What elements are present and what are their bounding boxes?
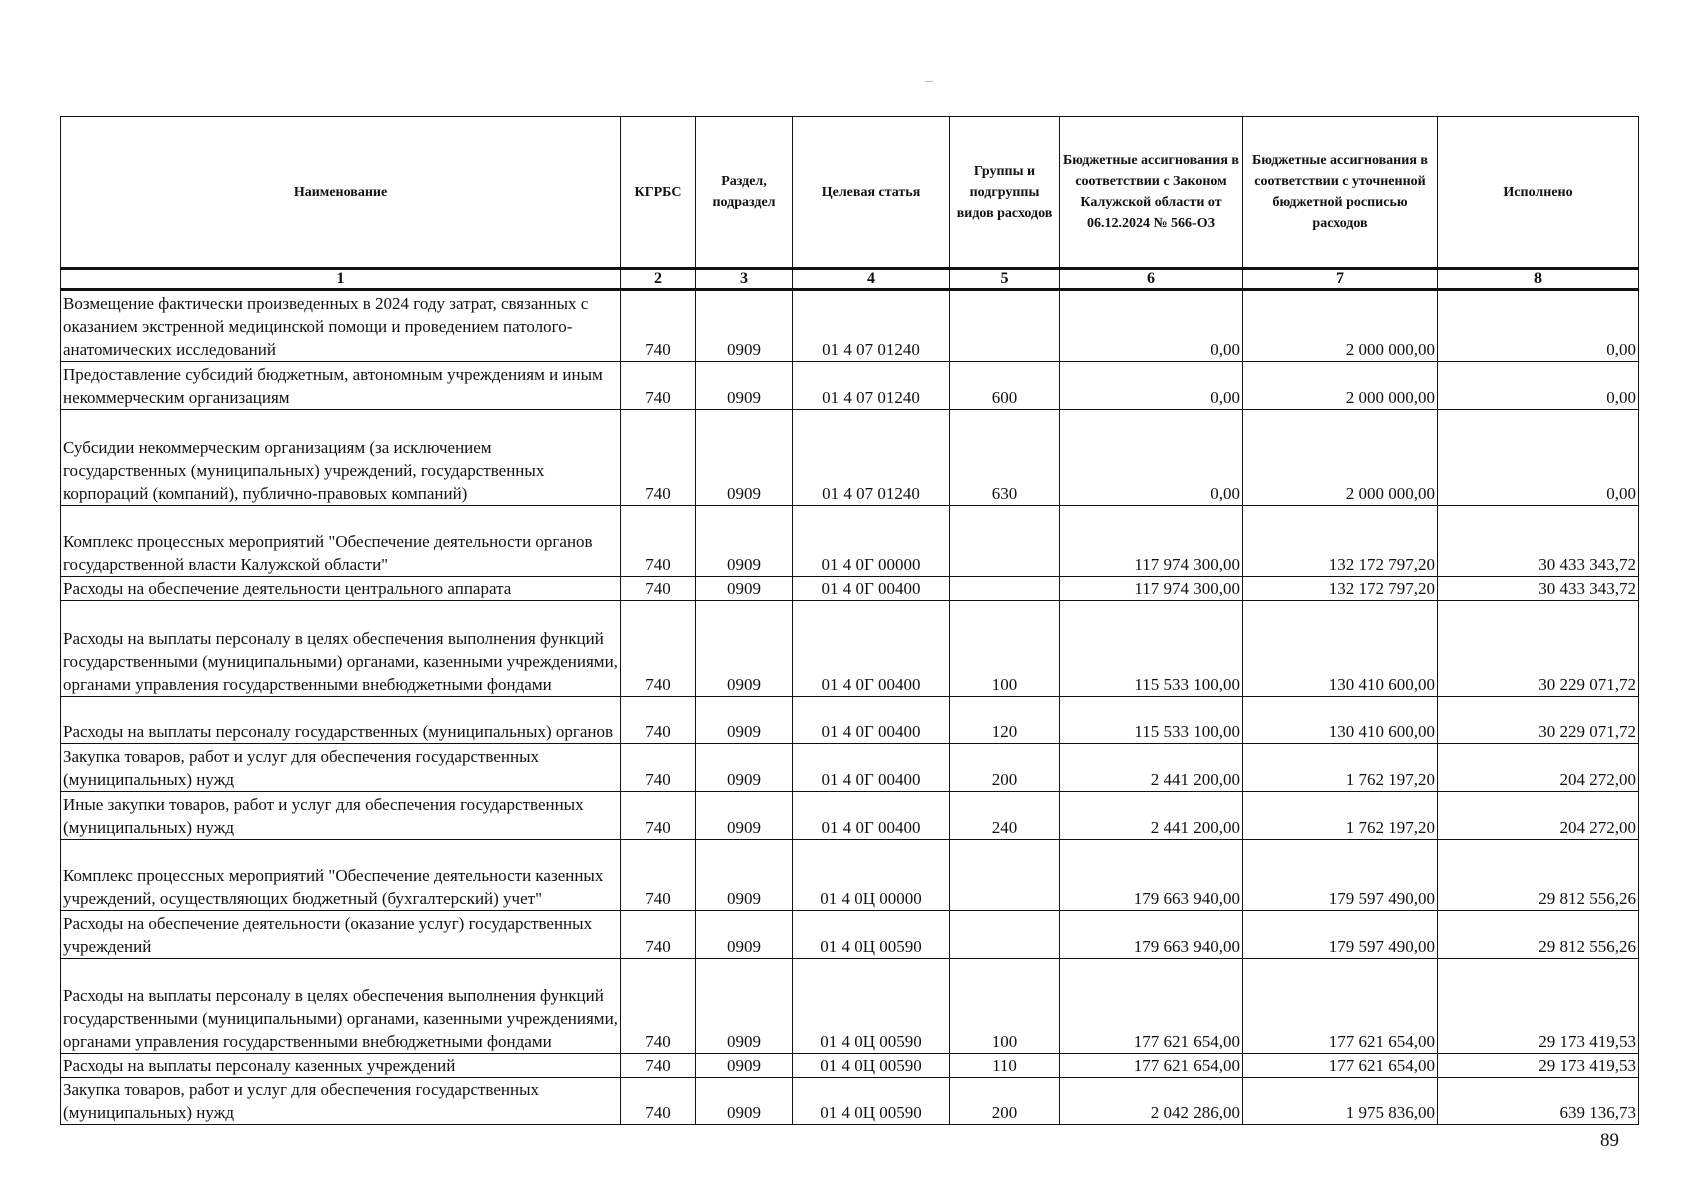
row-law-amount: 2 441 200,00: [1060, 792, 1243, 840]
header-article: Целевая статья: [793, 117, 950, 269]
table-row: [61, 601, 1639, 697]
column-number: 2: [621, 269, 696, 290]
row-law-amount: 0,00: [1060, 410, 1243, 506]
row-article: 01 4 0Ц 00590: [793, 1078, 950, 1125]
header-executed: Исполнено: [1438, 117, 1639, 269]
row-revised-amount: 2 000 000,00: [1243, 410, 1438, 506]
table-row: [61, 959, 1639, 1054]
row-section: 0909: [696, 290, 793, 362]
row-revised-amount: 132 172 797,20: [1243, 577, 1438, 601]
table-row: [61, 911, 1639, 959]
row-law-amount: 0,00: [1060, 362, 1243, 410]
row-revised-amount: 1 975 836,00: [1243, 1078, 1438, 1125]
row-name: Расходы на выплаты персоналу в целях обеспечения выполнения функций государственными (муниципальными) органами, казенными учреждениями, органами управления государственными внебюджетными фондами: [61, 601, 621, 697]
header-row: [61, 117, 1639, 269]
row-name: Субсидии некоммерческим организациям (за исключением государственных (муниципальных) учреждений, государственных корпораций (компаний), публично-правовых компаний): [61, 410, 621, 506]
row-group: [950, 577, 1060, 601]
row-section: 0909: [696, 697, 793, 744]
row-law-amount: 0,00: [1060, 290, 1243, 362]
row-law-amount: 2 441 200,00: [1060, 744, 1243, 792]
row-section: 0909: [696, 959, 793, 1054]
row-kgrbs: 740: [621, 792, 696, 840]
row-executed-amount: 29 173 419,53: [1438, 959, 1639, 1054]
row-revised-amount: 1 762 197,20: [1243, 744, 1438, 792]
budget-table: [60, 116, 1639, 1125]
table-row: [61, 410, 1639, 506]
row-revised-amount: 130 410 600,00: [1243, 601, 1438, 697]
row-group: 100: [950, 601, 1060, 697]
row-revised-amount: 179 597 490,00: [1243, 840, 1438, 911]
row-kgrbs: 740: [621, 840, 696, 911]
table-row: [61, 792, 1639, 840]
row-law-amount: 115 533 100,00: [1060, 601, 1243, 697]
row-section: 0909: [696, 506, 793, 577]
header-group: Группы и подгруппы видов расходов: [950, 117, 1060, 269]
row-section: 0909: [696, 1054, 793, 1078]
row-law-amount: 117 974 300,00: [1060, 506, 1243, 577]
header-section: Раздел, подраздел: [696, 117, 793, 269]
row-group: 630: [950, 410, 1060, 506]
row-article: 01 4 0Г 00400: [793, 744, 950, 792]
row-executed-amount: 29 812 556,26: [1438, 911, 1639, 959]
table-row: [61, 362, 1639, 410]
row-name: Закупка товаров, работ и услуг для обеспечения государственных (муниципальных) нужд: [61, 744, 621, 792]
table-row: [61, 577, 1639, 601]
row-executed-amount: 0,00: [1438, 290, 1639, 362]
row-section: 0909: [696, 744, 793, 792]
row-kgrbs: 740: [621, 1054, 696, 1078]
row-group: 100: [950, 959, 1060, 1054]
row-kgrbs: 740: [621, 506, 696, 577]
row-article: 01 4 0Ц 00000: [793, 840, 950, 911]
column-number: 3: [696, 269, 793, 290]
column-number: 5: [950, 269, 1060, 290]
row-executed-amount: 29 173 419,53: [1438, 1054, 1639, 1078]
row-group: 200: [950, 1078, 1060, 1125]
row-group: [950, 840, 1060, 911]
row-kgrbs: 740: [621, 697, 696, 744]
row-name: Иные закупки товаров, работ и услуг для обеспечения государственных (муниципальных) нужд: [61, 792, 621, 840]
row-revised-amount: 179 597 490,00: [1243, 911, 1438, 959]
table-row: [61, 290, 1639, 362]
table-row: [61, 1078, 1639, 1125]
row-kgrbs: 740: [621, 911, 696, 959]
row-article: 01 4 0Г 00400: [793, 601, 950, 697]
table-row: [61, 506, 1639, 577]
row-article: 01 4 0Ц 00590: [793, 1054, 950, 1078]
row-revised-amount: 177 621 654,00: [1243, 959, 1438, 1054]
row-law-amount: 177 621 654,00: [1060, 1054, 1243, 1078]
row-executed-amount: 204 272,00: [1438, 792, 1639, 840]
row-group: 120: [950, 697, 1060, 744]
row-name: Расходы на выплаты персоналу казенных учреждений: [61, 1054, 621, 1078]
column-number: 6: [1060, 269, 1243, 290]
row-group: 240: [950, 792, 1060, 840]
header-law-allocation: Бюджетные ассигнования в соответствии с Законом Калужской области от 06.12.2024 № 566-ОЗ: [1060, 117, 1243, 269]
row-name: Предоставление субсидий бюджетным, автономным учреждениям и иным некоммерческим организациям: [61, 362, 621, 410]
row-section: 0909: [696, 1078, 793, 1125]
row-executed-amount: 30 229 071,72: [1438, 601, 1639, 697]
row-group: 110: [950, 1054, 1060, 1078]
row-section: 0909: [696, 577, 793, 601]
row-section: 0909: [696, 840, 793, 911]
column-number: 1: [61, 269, 621, 290]
table-row: [61, 744, 1639, 792]
row-kgrbs: 740: [621, 1078, 696, 1125]
row-executed-amount: 29 812 556,26: [1438, 840, 1639, 911]
row-group: [950, 290, 1060, 362]
row-article: 01 4 0Г 00400: [793, 697, 950, 744]
row-article: 01 4 0Г 00400: [793, 577, 950, 601]
row-executed-amount: 204 272,00: [1438, 744, 1639, 792]
header-name: Наименование: [61, 117, 621, 269]
row-section: 0909: [696, 911, 793, 959]
row-article: 01 4 0Ц 00590: [793, 911, 950, 959]
row-kgrbs: 740: [621, 290, 696, 362]
row-law-amount: 179 663 940,00: [1060, 840, 1243, 911]
row-kgrbs: 740: [621, 959, 696, 1054]
row-name: Расходы на обеспечение деятельности (оказание услуг) государственных учреждений: [61, 911, 621, 959]
header-kgrbs: КГРБС: [621, 117, 696, 269]
row-revised-amount: 130 410 600,00: [1243, 697, 1438, 744]
row-article: 01 4 0Г 00400: [793, 792, 950, 840]
row-executed-amount: 30 229 071,72: [1438, 697, 1639, 744]
row-law-amount: 179 663 940,00: [1060, 911, 1243, 959]
row-article: 01 4 07 01240: [793, 290, 950, 362]
row-group: [950, 911, 1060, 959]
row-kgrbs: 740: [621, 577, 696, 601]
row-law-amount: 177 621 654,00: [1060, 959, 1243, 1054]
row-group: [950, 506, 1060, 577]
row-name: Расходы на выплаты персоналу в целях обеспечения выполнения функций государственными (муниципальными) органами, казенными учреждениями, органами управления государственными внебюджетными фондами: [61, 959, 621, 1054]
row-section: 0909: [696, 362, 793, 410]
row-executed-amount: 0,00: [1438, 362, 1639, 410]
row-law-amount: 115 533 100,00: [1060, 697, 1243, 744]
row-article: 01 4 07 01240: [793, 410, 950, 506]
row-revised-amount: 2 000 000,00: [1243, 290, 1438, 362]
page-number: 89: [1600, 1130, 1619, 1151]
row-kgrbs: 740: [621, 601, 696, 697]
header-revised-allocation: Бюджетные ассигнования в соответствии с уточненной бюджетной росписью расходов: [1243, 117, 1438, 269]
row-revised-amount: 2 000 000,00: [1243, 362, 1438, 410]
row-article: 01 4 0Г 00000: [793, 506, 950, 577]
row-article: 01 4 07 01240: [793, 362, 950, 410]
column-number-row: [61, 269, 1639, 290]
table-row: [61, 1054, 1639, 1078]
row-section: 0909: [696, 792, 793, 840]
row-name: Расходы на обеспечение деятельности центрального аппарата: [61, 577, 621, 601]
row-name: Расходы на выплаты персоналу государственных (муниципальных) органов: [61, 697, 621, 744]
table-row: [61, 697, 1639, 744]
row-section: 0909: [696, 601, 793, 697]
row-kgrbs: 740: [621, 362, 696, 410]
row-name: Комплекс процессных мероприятий "Обеспечение деятельности казенных учреждений, осуществляющих бюджетный (бухгалтерский) учет": [61, 840, 621, 911]
row-executed-amount: 0,00: [1438, 410, 1639, 506]
row-law-amount: 117 974 300,00: [1060, 577, 1243, 601]
row-executed-amount: 30 433 343,72: [1438, 577, 1639, 601]
row-executed-amount: 639 136,73: [1438, 1078, 1639, 1125]
column-number: 7: [1243, 269, 1438, 290]
row-executed-amount: 30 433 343,72: [1438, 506, 1639, 577]
scan-mark: [925, 81, 933, 82]
row-kgrbs: 740: [621, 410, 696, 506]
column-number: 8: [1438, 269, 1639, 290]
column-number: 4: [793, 269, 950, 290]
row-revised-amount: 177 621 654,00: [1243, 1054, 1438, 1078]
row-law-amount: 2 042 286,00: [1060, 1078, 1243, 1125]
table-row: [61, 840, 1639, 911]
row-article: 01 4 0Ц 00590: [793, 959, 950, 1054]
row-name: Возмещение фактически произведенных в 2024 году затрат, связанных с оказанием экстренной медицинской помощи и проведением патолого-анатомических исследований: [61, 290, 621, 362]
row-name: Комплекс процессных мероприятий "Обеспечение деятельности органов государственной власти Калужской области": [61, 506, 621, 577]
row-revised-amount: 132 172 797,20: [1243, 506, 1438, 577]
row-revised-amount: 1 762 197,20: [1243, 792, 1438, 840]
row-section: 0909: [696, 410, 793, 506]
row-group: 200: [950, 744, 1060, 792]
row-kgrbs: 740: [621, 744, 696, 792]
row-group: 600: [950, 362, 1060, 410]
row-name: Закупка товаров, работ и услуг для обеспечения государственных (муниципальных) нужд: [61, 1078, 621, 1125]
